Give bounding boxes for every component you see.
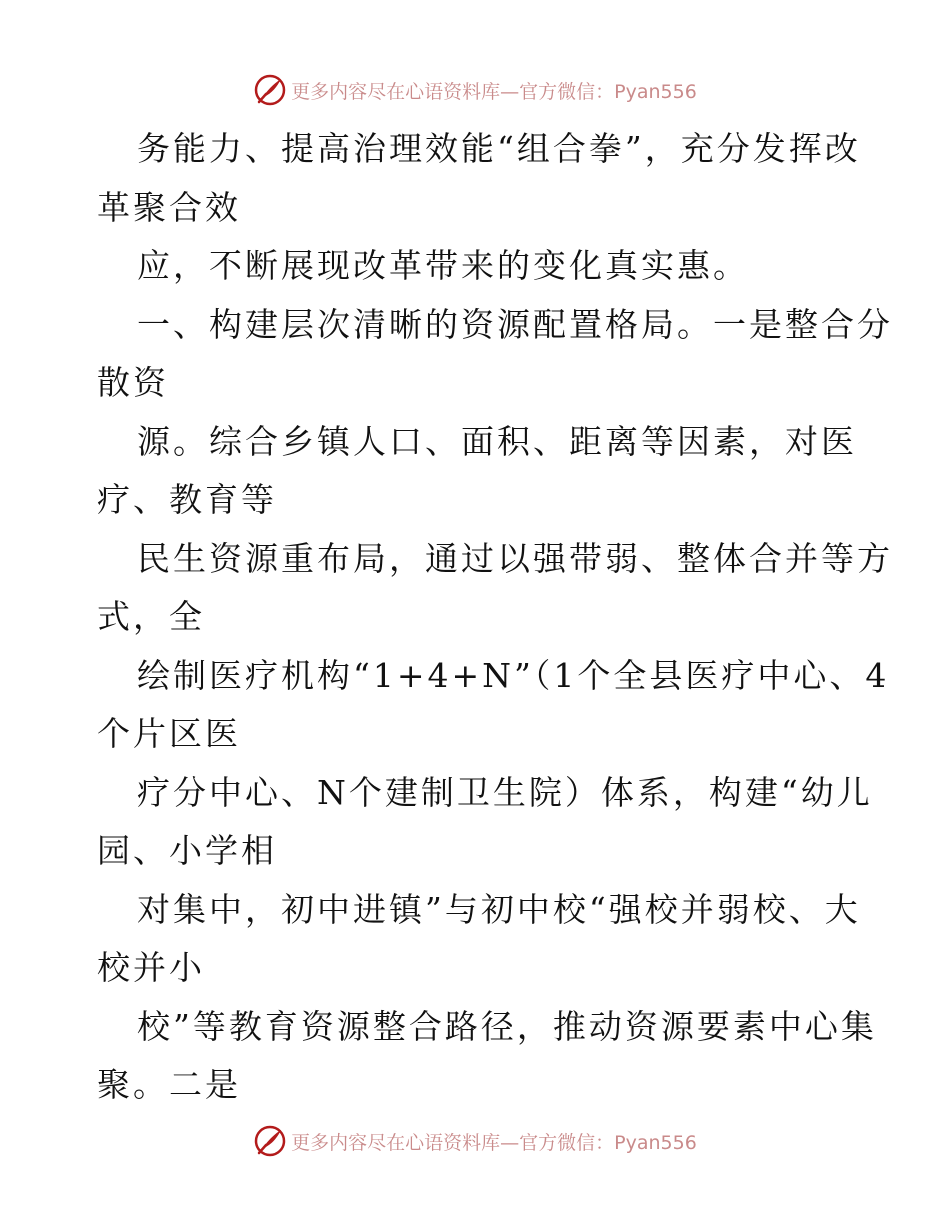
text-line: 绘制医疗机构“1+4+N”（1个全县医疗中心、4 (137, 655, 890, 695)
text-line: 务能力、提高治理效能“组合拳”，充分发挥改 (137, 129, 861, 168)
text-line: 应，不断展现改革带来的变化真实惠。 (137, 246, 749, 285)
text-line: 疗、教育等 (97, 480, 277, 519)
watermark-wechat-id: Pyan556 (614, 1131, 697, 1154)
text-line: 校并小 (97, 948, 205, 987)
text-line: 个片区医 (97, 714, 241, 753)
text-line: 校”等教育资源整合路径，推动资源要素中心集 (137, 1006, 877, 1046)
watermark-text (291, 1128, 697, 1155)
feather-pen-logo-icon (253, 73, 287, 107)
watermark-header (0, 70, 950, 110)
text-line: 源。综合乡镇人口、面积、距离等因素，对医 (137, 421, 857, 461)
text-line: 聚。二是 (97, 1065, 241, 1104)
watermark-label: 更多内容尽在心语资料库—官方微信： (291, 1131, 615, 1154)
text-line: 革聚合效 (97, 187, 241, 227)
text-line: 民生资源重布局，通过以强带弱、整体合并等方 (137, 538, 893, 578)
document-body (97, 120, 893, 1115)
text-line: 散资 (97, 363, 169, 402)
text-line: 疗分中心、N个建制卫生院）体系，构建“幼儿 (137, 772, 873, 812)
text-line: 一、构建层次清晰的资源配置格局。一是整合分 (137, 304, 893, 344)
watermark-footer (0, 1121, 950, 1161)
watermark-label: 更多内容尽在心语资料库—官方微信： (291, 80, 615, 103)
feather-pen-logo-icon (253, 1124, 287, 1158)
watermark-wechat-id: Pyan556 (614, 80, 697, 103)
watermark-text (291, 77, 697, 104)
text-line: 式，全 (97, 597, 205, 636)
text-line: 对集中，初中进镇”与初中校“强校并弱校、大 (137, 889, 861, 929)
text-line: 园、小学相 (97, 831, 277, 870)
